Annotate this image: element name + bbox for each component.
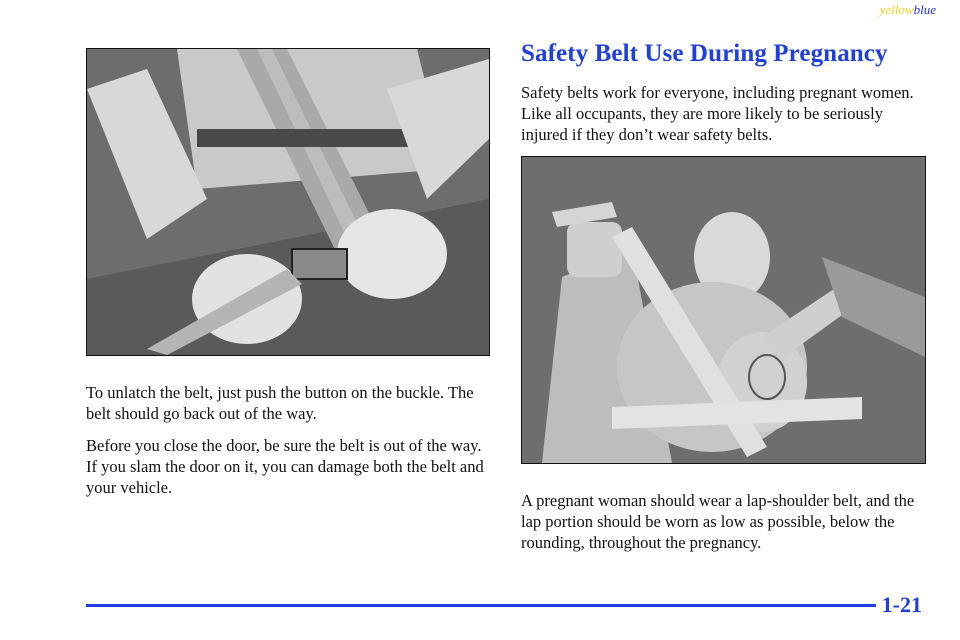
right-intro-text (521, 82, 921, 156)
left-column-text (86, 382, 496, 509)
section-heading: Safety Belt Use During Pregnancy (521, 40, 888, 67)
page-number: 1-21 (881, 592, 922, 617)
intro-paragraph: Safety belts work for everyone, including pregnant women. Like all occupants, they are more likely to be seriously injured if they don’t wear safety belts. (521, 83, 914, 144)
color-proof-tag (880, 2, 936, 18)
proof-yellow-word: yellow (879, 2, 914, 17)
pregnancy-belt-illustration (521, 156, 926, 464)
buckle-illustration (86, 48, 490, 356)
lap-belt-paragraph: A pregnant woman should wear a lap-shoulder belt, and the lap portion should be worn as low as possible, below the rounding, throughout the pregnancy. (521, 491, 915, 552)
footer-rule (86, 604, 876, 607)
unlatch-paragraph: To unlatch the belt, just push the button on the buckle. The belt should go back out of the way. (86, 383, 474, 423)
door-warning-paragraph: Before you close the door, be sure the belt is out of the way. If you slam the door on it, you can damage both the belt and your vehicle. (86, 436, 484, 497)
right-after-text (521, 490, 931, 564)
proof-blue-word: blue (913, 2, 936, 17)
